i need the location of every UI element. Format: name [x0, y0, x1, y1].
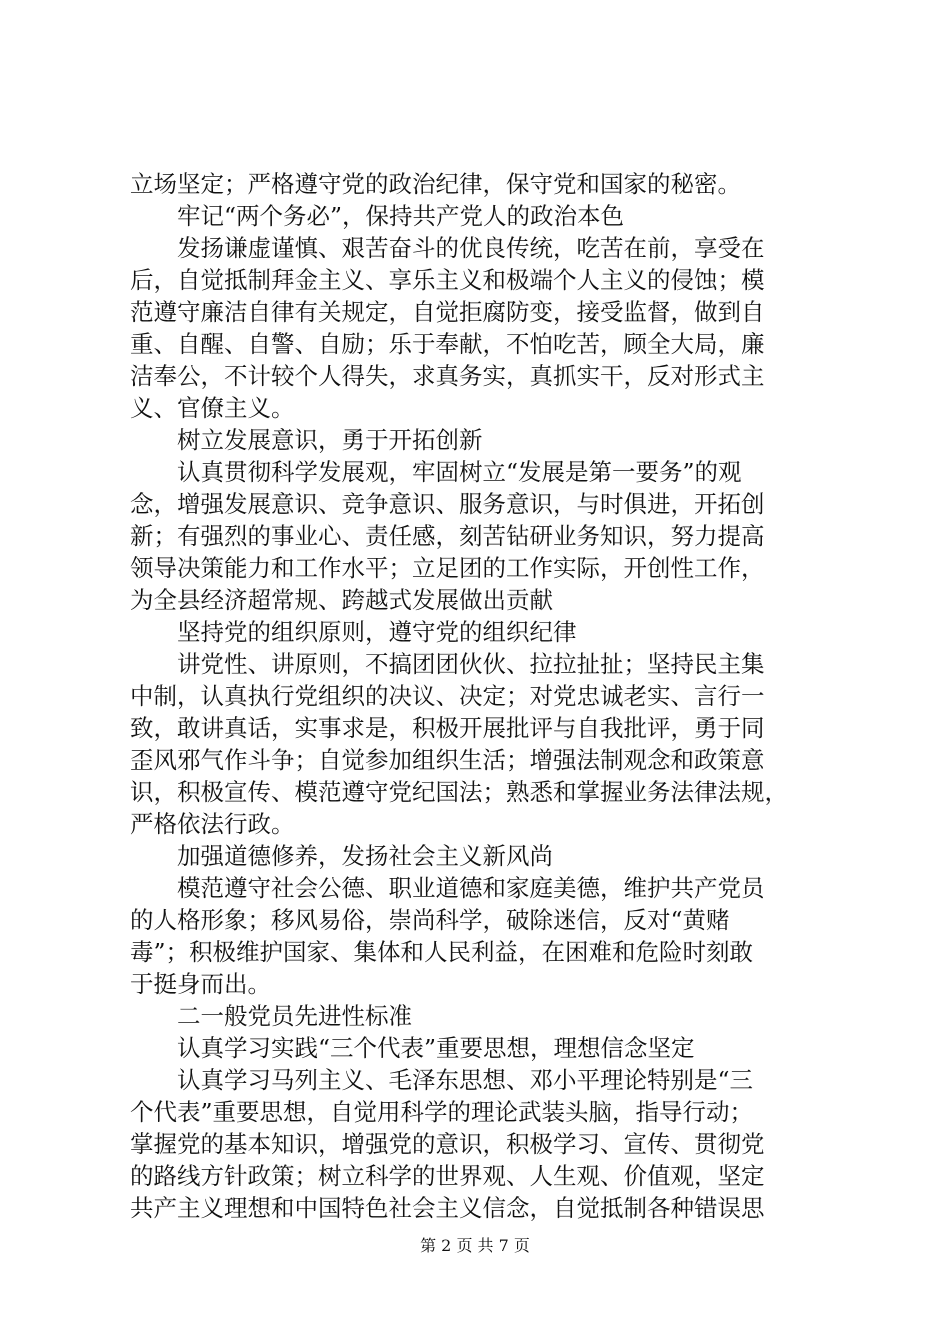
- text-line: 认真学习马列主义、毛泽东思想、邓小平理论特别是“三: [130, 1066, 754, 1094]
- text-line: 为全县经济超常规、跨越式发展做出贡献: [130, 586, 553, 614]
- text-line: 树立发展意识，勇于开拓创新: [130, 426, 483, 454]
- text-line: 的人格形象；移风易俗，崇尚科学，破除迷信，反对“黄赌: [130, 906, 730, 934]
- text-line: 模范遵守社会公德、职业道德和家庭美德，维护共产党员: [130, 874, 765, 902]
- text-line: 于挺身而出。: [130, 970, 271, 998]
- text-line: 讲党性、讲原则，不搞团团伙伙、拉拉扯扯；坚持民主集: [130, 650, 765, 678]
- text-line: 立场坚定；严格遵守党的政治纪律，保守党和国家的秘密。: [130, 170, 741, 198]
- text-line: 个代表”重要思想，自觉用科学的理论武装头脑，指导行动；: [130, 1098, 754, 1126]
- text-line: 范遵守廉洁自律有关规定，自觉拒腐防变，接受监督，做到自: [130, 298, 765, 326]
- page-footer: 第 2 页 共 7 页: [420, 1236, 530, 1255]
- text-line: 重、自醒、自警、自励；乐于奉献，不怕吃苦，顾全大局，廉: [130, 330, 765, 358]
- text-line: 牢记“两个务必”，保持共产党人的政治本色: [130, 202, 625, 230]
- text-line: 加强道德修养，发扬社会主义新风尚: [130, 842, 553, 870]
- text-line: 坚持党的组织原则，遵守党的组织纪律: [130, 618, 577, 646]
- text-line: 认真贯彻科学发展观，牢固树立“发展是第一要务”的观: [130, 458, 742, 486]
- document-body: [130, 168, 838, 1224]
- text-line: 致，敢讲真话，实事求是，积极开展批评与自我批评，勇于同: [130, 714, 765, 742]
- text-line: 义、官僚主义。: [130, 394, 295, 422]
- text-line: 二一般党员先进性标准: [130, 1002, 412, 1030]
- text-line: 严格依法行政。: [130, 810, 295, 838]
- text-line: 的路线方针政策；树立科学的世界观、人生观、价值观，坚定: [130, 1162, 765, 1190]
- text-line: 毒”；积极维护国家、集体和人民利益，在困难和危险时刻敢: [130, 938, 754, 966]
- text-line: 中制，认真执行党组织的决议、决定；对党忠诚老实、言行一: [130, 682, 765, 710]
- text-line: 念，增强发展意识、竞争意识、服务意识，与时俱进，开拓创: [130, 490, 765, 518]
- text-line: 认真学习实践“三个代表”重要思想，理想信念坚定: [130, 1034, 695, 1062]
- text-line: 识，积极宣传、模范遵守党纪国法；熟悉和掌握业务法律法规，: [130, 778, 788, 806]
- text-line: 新；有强烈的事业心、责任感，刻苦钻研业务知识，努力提高: [130, 522, 765, 550]
- text-line: 歪风邪气作斗争；自觉参加组织生活；增强法制观念和政策意: [130, 746, 765, 774]
- text-line: 后，自觉抵制拜金主义、享乐主义和极端个人主义的侵蚀；模: [130, 266, 765, 294]
- text-line: 洁奉公，不计较个人得失，求真务实，真抓实干，反对形式主: [130, 362, 765, 390]
- text-line: 领导决策能力和工作水平；立足团的工作实际，开创性工作，: [130, 554, 765, 582]
- text-line: 掌握党的基本知识，增强党的意识，积极学习、宣传、贯彻党: [130, 1130, 765, 1158]
- text-line: 发扬谦虚谨慎、艰苦奋斗的优良传统，吃苦在前，享受在: [130, 234, 765, 262]
- text-line: 共产主义理想和中国特色社会主义信念，自觉抵制各种错误思: [130, 1194, 765, 1222]
